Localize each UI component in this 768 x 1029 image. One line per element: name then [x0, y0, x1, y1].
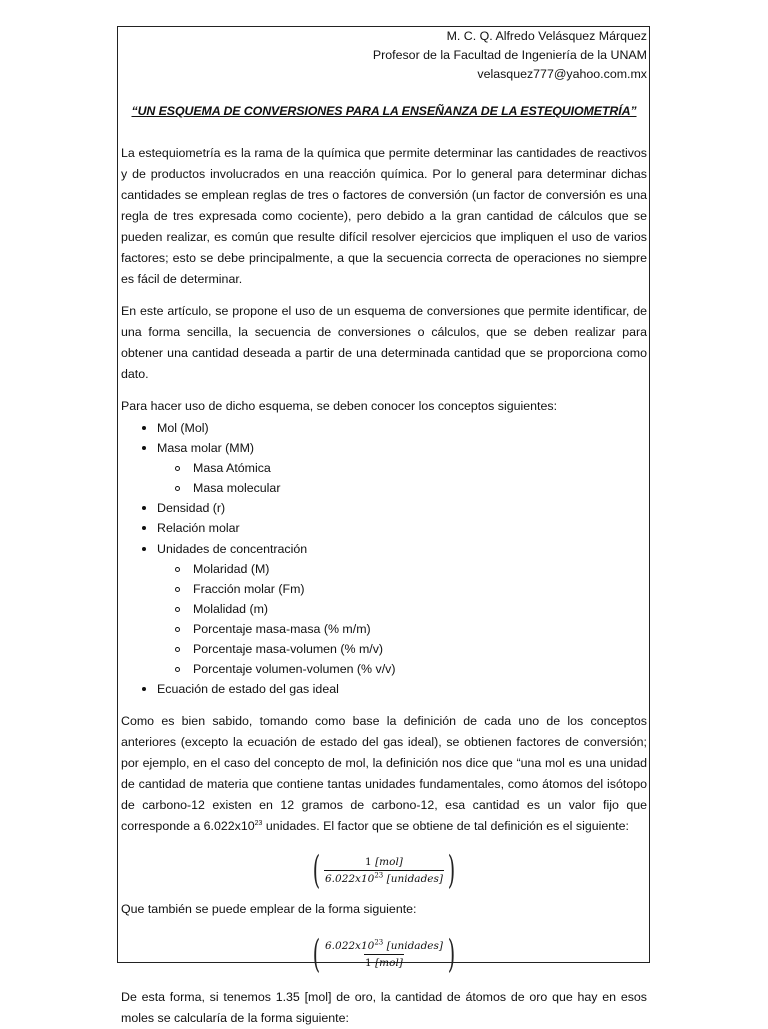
bullet-icon	[142, 426, 146, 430]
concept-label: Masa Atómica	[193, 461, 271, 476]
bullet-icon	[142, 547, 146, 551]
hollow-bullet-icon	[175, 647, 180, 652]
author-name: M. C. Q. Alfredo Velásquez Márquez	[446, 29, 647, 43]
concept-label: Porcentaje volumen-volumen (% v/v)	[193, 662, 396, 677]
mol-definition-text: Como es bien sabido, tomando como base la definición de cada uno de los conceptos anteriores (excepto la ecuación de estado del gas ideal), se obtienen factores de conversión; por ejemplo, en el caso del concepto de mol, la definición nos dice que “una mol es una unidad de cantidad de materia que contiene tantas unidades fundamentales, como átomos del isótopo de carbono-12 existen en 12 gramos de carbono-12, esa cantidad es un valor fijo que corresponde a 6.022x10	[121, 714, 647, 834]
mol-definition-end: unidades. El factor que se obtiene de tal definición es el siguiente:	[265, 819, 629, 834]
concept-subitem	[121, 559, 647, 579]
fraction-denominator	[324, 870, 444, 886]
concept-item	[121, 518, 647, 538]
hollow-bullet-icon	[175, 567, 180, 572]
concept-subitem	[121, 619, 647, 639]
author-position: Profesor de la Facultad de Ingeniería de la UNAM	[372, 48, 647, 62]
concept-item	[121, 438, 647, 458]
concept-label: Densidad (r)	[157, 501, 226, 516]
numerator-base: 6.022x10	[325, 939, 375, 952]
concept-item	[121, 679, 647, 699]
concept-item	[121, 418, 647, 438]
denominator-unit: [unidades]	[383, 872, 443, 885]
concept-list	[121, 418, 647, 699]
concept-subitem	[121, 458, 647, 478]
concept-label: Mol (Mol)	[157, 421, 209, 435]
concept-item	[121, 539, 647, 559]
denominator-base: 6.022x10	[325, 872, 375, 885]
bullet-icon	[142, 506, 146, 510]
concept-label: Masa molecular	[193, 481, 281, 496]
fraction	[324, 855, 444, 886]
hollow-bullet-icon	[175, 627, 180, 632]
author-email: velasquez777@yahoo.com.mx	[477, 67, 647, 81]
concept-item	[121, 498, 647, 518]
concept-label: Porcentaje masa-volumen (% m/v)	[193, 642, 384, 657]
right-parenthesis: )	[447, 932, 456, 977]
concept-subitem	[121, 599, 647, 619]
concept-label: Relación molar	[157, 521, 240, 536]
left-parenthesis: (	[312, 848, 321, 893]
fraction-numerator	[324, 939, 444, 954]
hollow-bullet-icon	[175, 466, 180, 471]
article-title: “UN ESQUEMA DE CONVERSIONES PARA LA ENSEÑANZA DE LA ESTEQUIOMETRÍA”	[131, 104, 637, 118]
denominator-unit: [mol]	[375, 956, 403, 969]
bullet-icon	[142, 526, 146, 530]
concept-subitem	[121, 579, 647, 599]
concept-label: Unidades de concentración	[157, 541, 308, 556]
concept-label: Ecuación de estado del gas ideal	[157, 682, 339, 697]
fraction	[324, 939, 444, 970]
concept-label: Molaridad (M)	[193, 561, 270, 576]
right-parenthesis: )	[447, 848, 456, 893]
fraction-numerator	[364, 855, 404, 870]
concept-label: Porcentaje masa-masa (% m/m)	[193, 621, 371, 636]
paragraph-mol-definition	[121, 711, 647, 837]
hollow-bullet-icon	[175, 486, 180, 491]
concept-subitem	[121, 659, 647, 679]
numerator-unit: [mol]	[375, 855, 403, 868]
denominator-exponent: 23	[374, 871, 384, 880]
document-content	[121, 27, 647, 1029]
paragraph-concepts-intro: Para hacer uso de dicho esquema, se deben conocer los conceptos siguientes:	[121, 399, 558, 413]
left-parenthesis: (	[312, 932, 321, 977]
numerator-value: 1	[365, 855, 376, 868]
paragraph-gold-example: De esta forma, si tenemos 1.35 [mol] de oro, la cantidad de átomos de oro que hay en esos moles se calcularía de la forma siguiente:	[121, 990, 647, 1026]
conversion-factor-mol-to-units	[121, 848, 647, 893]
denominator-value: 1	[365, 956, 376, 969]
bullet-icon	[142, 446, 146, 450]
concept-subitem	[121, 639, 647, 659]
concept-label: Fracción molar (Fm)	[193, 581, 305, 596]
mol-definition-exponent: 23	[254, 820, 263, 828]
concept-subitem	[121, 478, 647, 498]
concept-label: Molalidad (m)	[193, 601, 269, 616]
paragraph-intro: La estequiometría es la rama de la química que permite determinar las cantidades de reactivos y de productos involucrados en una reacción química. Por lo general para determinar dichas cantidades se emplean reglas de tres o factores de conversión (un factor de conversión es una regla de tres expresada como cociente), pero debido a la gran cantidad de cálculos que se pueden realizar, es común que resulte difícil resolver ejercicios que impliquen el uso de varios factores; esto se debe principalmente, a que la secuencia correcta de operaciones no siempre es fácil de determinar.	[121, 146, 647, 286]
paragraph-proposal: En este artículo, se propone el uso de un esquema de conversiones que permite identificar, de una forma sencilla, la secuencia de conversiones o cálculos, que se deben realizar para obtener una cantidad deseada a partir de una determinada cantidad que se proporciona como dato.	[121, 304, 647, 381]
paragraph-inverse-form: Que también se puede emplear de la forma siguiente:	[121, 902, 417, 917]
hollow-bullet-icon	[175, 607, 180, 612]
numerator-unit: [unidades]	[383, 939, 443, 952]
conversion-factor-units-to-mol	[121, 932, 647, 977]
fraction-denominator	[364, 954, 404, 970]
numerator-exponent: 23	[374, 938, 384, 947]
concept-label: Masa molar (MM)	[157, 441, 255, 456]
hollow-bullet-icon	[175, 667, 180, 672]
hollow-bullet-icon	[175, 587, 180, 592]
bullet-icon	[142, 687, 146, 691]
